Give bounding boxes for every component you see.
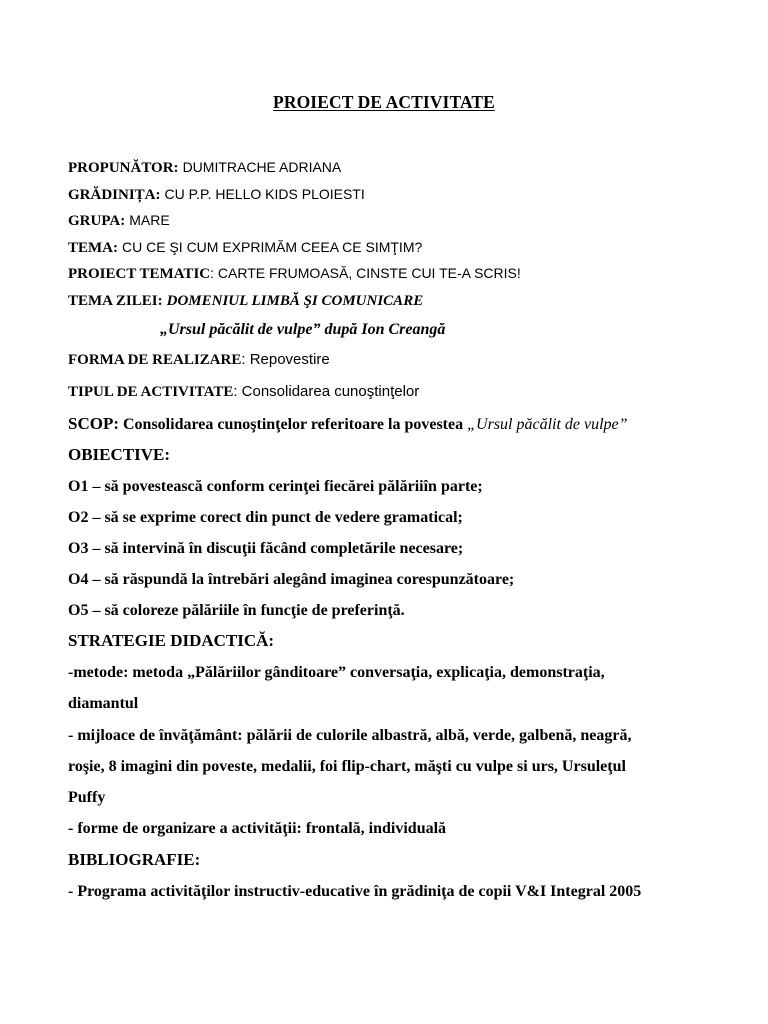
scop-label: SCOP: <box>68 414 119 433</box>
tipul-label: TIPUL DE ACTIVITATE <box>68 384 234 400</box>
strategy-line: - forme de organizare a activităţii: frontală, individuală <box>68 820 447 837</box>
header-row-proiect-tematic <box>68 266 521 282</box>
bibliography-heading: BIBLIOGRAFIE: <box>68 850 201 869</box>
scop-line <box>68 415 628 433</box>
objective-item: O2 – să se exprime corect din punct de vedere gramatical; <box>68 509 463 526</box>
bibliography-line: - Programa activităţilor instructiv-educative în grădiniţa de copii V&I Integral 2005 <box>68 883 642 900</box>
objective-item: O4 – să răspundă la întrebări alegând imaginea corespunzătoare; <box>68 571 515 588</box>
objectives-heading: OBIECTIVE: <box>68 445 171 464</box>
header-label: PROPUNĂTOR: <box>68 160 179 176</box>
header-label: GRUPA: <box>68 213 126 229</box>
header-label: GRĂDINIȚA: <box>68 187 161 203</box>
tipul-value: : Consolidarea cunoştinţelor <box>233 383 420 400</box>
scop-value: Consolidarea cunoştinţelor referitoare la povestea <box>123 416 464 433</box>
tipul-de-activitate <box>68 384 419 400</box>
document-title: PROIECT DE ACTIVITATE <box>273 92 495 112</box>
strategy-line: diamantul <box>68 695 139 712</box>
strategy-line: -metode: metoda „Pălăriilor gânditoare” conversaţia, explicaţia, demonstraţia, <box>68 664 605 681</box>
header-row-tema-zilei <box>68 293 423 309</box>
header-row-propunator <box>68 160 341 176</box>
strategy-line: Puffy <box>68 789 106 806</box>
header-value: : CARTE FRUMOASĂ, CINSTE CUI TE-A SCRIS! <box>210 265 521 281</box>
header-label: TEMA ZILEI: <box>68 293 163 309</box>
header-row-tema <box>68 240 422 256</box>
header-label: PROIECT TEMATIC <box>68 266 211 282</box>
header-value: MARE <box>129 212 170 228</box>
objective-item: O5 – să coloreze pălăriile în funcţie de preferinţă. <box>68 602 405 619</box>
objective-item: O3 – să intervină în discuţii făcând completările necesare; <box>68 540 464 557</box>
forma-de-realizare <box>68 352 330 368</box>
forma-label: FORMA DE REALIZARE <box>68 352 242 368</box>
header-row-grupa <box>68 213 170 229</box>
strategy-line: - mijloace de învăţământ: pălării de culorile albastră, albă, verde, galbenă, neagră, <box>68 727 632 744</box>
strategy-heading: STRATEGIE DIDACTICĂ: <box>68 631 275 650</box>
forma-value: : Repovestire <box>241 351 330 368</box>
story-title: „Ursul păcălit de vulpe” după Ion Creangă <box>160 321 446 338</box>
scop-story: „Ursul păcălit de vulpe” <box>467 416 628 433</box>
objective-item: O1 – să povestească conform cerinţei fiecărei pălăriiîn parte; <box>68 478 483 495</box>
header-value: CU P.P. HELLO KIDS PLOIESTI <box>164 186 365 202</box>
header-label: TEMA: <box>68 240 118 256</box>
header-value: CU CE ŞI CUM EXPRIMĂM CEEA CE SIMŢIM? <box>122 239 423 255</box>
header-row-gradinita <box>68 187 365 203</box>
header-value: DUMITRACHE ADRIANA <box>182 159 342 175</box>
header-value: DOMENIUL LIMBĂ ŞI COMUNICARE <box>166 293 424 309</box>
strategy-line: roşie, 8 imagini din poveste, medalii, foi flip-chart, măşti cu vulpe si urs, Ursuleţul <box>68 758 626 775</box>
